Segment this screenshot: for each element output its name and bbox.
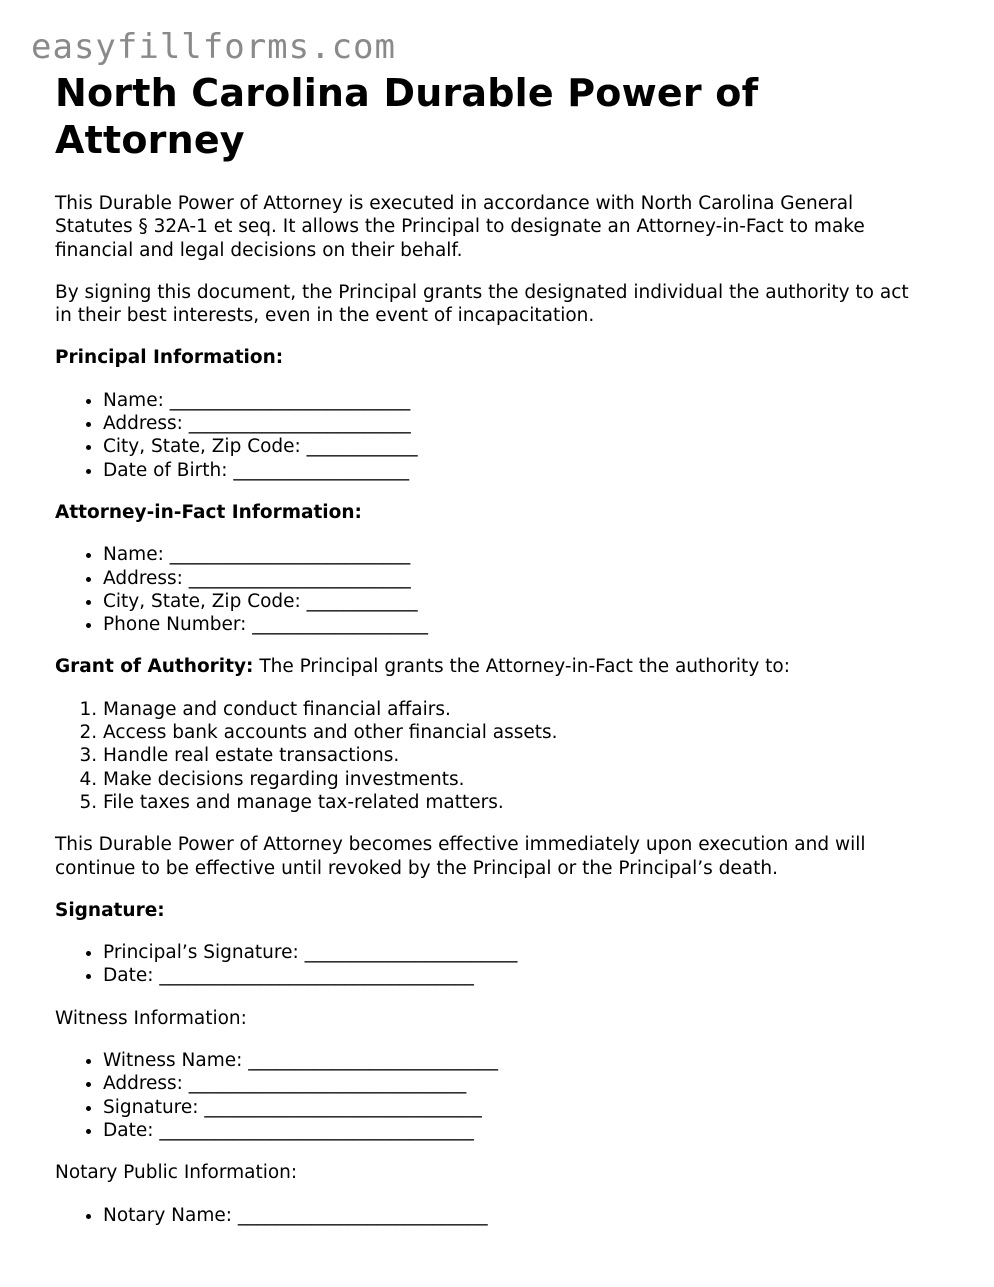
attorney-name-field: • Name: __________________________ <box>103 543 925 566</box>
attorney-phone-field: • Phone Number: ___________________ <box>103 613 925 636</box>
authority-item: 5. File taxes and manage tax-related matters. <box>103 791 925 814</box>
signature-heading: Signature: <box>55 899 165 921</box>
witness-address-field: • Address: ______________________________ <box>103 1072 925 1095</box>
attorney-fields <box>55 543 925 636</box>
witness-signature-field: • Signature: ______________________________ <box>103 1096 925 1119</box>
notary-heading: Notary Public Information: <box>55 1162 298 1184</box>
authority-list <box>55 698 925 814</box>
document-body <box>55 70 925 1227</box>
notary-name-field: • Notary Name: ___________________________ <box>103 1204 925 1227</box>
document-title: North Carolina Durable Power of Attorney <box>55 71 759 162</box>
intro-paragraph-1: This Durable Power of Attorney is executed in accordance with North Carolina General Statutes § 32A-1 et seq. It allows the Principal to designate an Attorney-in-Fact to make financial and legal decisions on their behalf. <box>55 193 865 261</box>
witness-date-field: • Date: __________________________________ <box>103 1119 925 1142</box>
principal-name-field: • Name: __________________________ <box>103 389 925 412</box>
attorney-address-field: • Address: ________________________ <box>103 567 925 590</box>
authority-item: 3. Handle real estate transactions. <box>103 744 925 767</box>
effective-paragraph: This Durable Power of Attorney becomes effective immediately upon execution and will continue to be effective until revoked by the Principal or the Principal’s death. <box>55 834 866 879</box>
witness-heading: Witness Information: <box>55 1007 247 1029</box>
principal-address-field: • Address: ________________________ <box>103 412 925 435</box>
principal-dob-field: • Date of Birth: ___________________ <box>103 459 925 482</box>
witness-name-field: • Witness Name: ___________________________ <box>103 1049 925 1072</box>
authority-text: The Principal grants the Attorney-in-Fact the authority to: <box>253 656 790 678</box>
authority-item: 4. Make decisions regarding investments. <box>103 768 925 791</box>
attorney-heading: Attorney-in-Fact Information: <box>55 501 362 523</box>
attorney-city-field: • City, State, Zip Code: ____________ <box>103 590 925 613</box>
principal-heading: Principal Information: <box>55 347 284 369</box>
authority-lead: Grant of Authority: <box>55 656 254 678</box>
signature-fields <box>55 941 925 988</box>
authority-item: 2. Access bank accounts and other financial assets. <box>103 721 925 744</box>
watermark: easyfillforms.com <box>31 27 396 67</box>
signature-date-field: • Date: __________________________________ <box>103 964 925 987</box>
principal-city-field: • City, State, Zip Code: ____________ <box>103 435 925 458</box>
principal-fields <box>55 389 925 482</box>
notary-fields <box>55 1204 925 1227</box>
witness-fields <box>55 1049 925 1142</box>
principal-signature-field: • Principal’s Signature: _______________________ <box>103 941 925 964</box>
intro-paragraph-2: By signing this document, the Principal grants the designated individual the authority to act in their best interests, even in the event of incapacitation. <box>55 281 909 327</box>
authority-paragraph <box>55 655 925 678</box>
authority-item: 1. Manage and conduct financial affairs. <box>103 698 925 721</box>
